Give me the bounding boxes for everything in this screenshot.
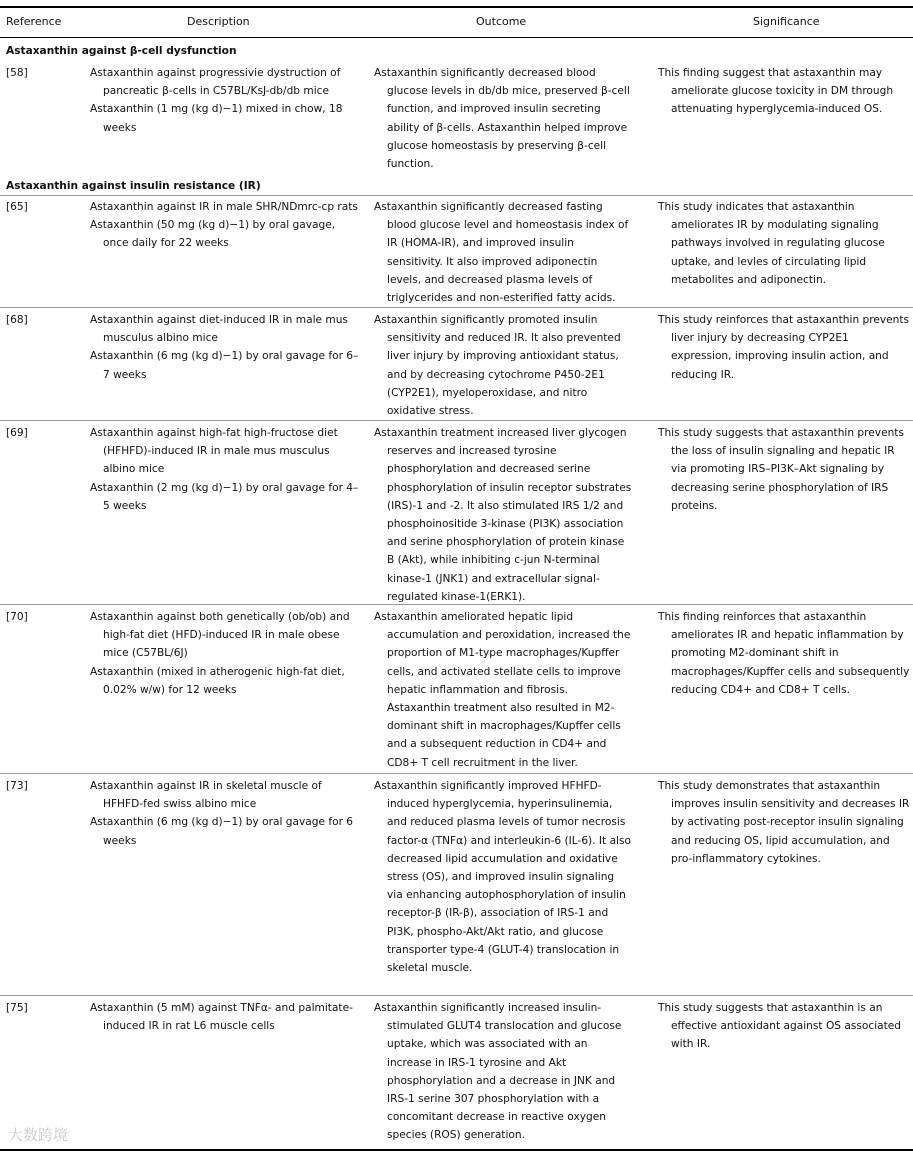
description-line: Astaxanthin against high-fat high-fructose diet (HFHFD)-induced IR in male mus musculus albino mice xyxy=(90,427,338,476)
header-significance: Significance xyxy=(753,15,820,28)
header-description: Description xyxy=(187,15,250,28)
significance-cell xyxy=(658,311,910,384)
header-reference: Reference xyxy=(6,15,62,28)
outcome-text: Astaxanthin treatment increased liver glycogen reserves and increased tyrosine phosphorylation and decreased serine phosphorylation of insulin receptor substrates (IRS)-1 and -2. It also stimulated IRS 1/2 and phosphoinositide 3-kinase (PI3K) association and serine phosphorylation of protein kinase B (Akt), while inhibiting c-jun N-terminal kinase-1 (JNK1) and extracellular signal-regulated kinase-1(ERK1). xyxy=(374,427,632,603)
significance-cell xyxy=(658,64,910,119)
section-title: Astaxanthin against insulin resistance (IR) xyxy=(6,180,261,192)
section-title: Astaxanthin against β-cell dysfunction xyxy=(6,45,237,57)
significance-text: This study suggests that astaxanthin prevents the loss of insulin signaling and hepatic IR via promoting IRS–PI3K–Akt signaling by decreasing serine phosphorylation of IRS proteins. xyxy=(658,427,904,512)
significance-text: This finding suggest that astaxanthin may ameliorate glucose toxicity in DM through attenuating hyperglycemia-induced OS. xyxy=(658,67,894,116)
description-line: Astaxanthin against IR in male SHR/NDmrc-cp rats xyxy=(90,201,358,213)
outcome-text: Astaxanthin significantly improved HFHFD-induced hyperglycemia, hyperinsulinemia, and reduced plasma levels of tumor necrosis factor-α (TNFα) and interleukin-6 (IL-6). It also decreased lipid accumulation and oxidative stress (OS), and improved insulin signaling via enhancing autophosphorylation of insulin receptor-β (IR-β), association of IRS-1 and PI3K, phospho-Akt/Akt ratio, and glucose transporter type-4 (GLUT-4) translocation in skeletal muscle. xyxy=(374,780,632,975)
reference-cell: [73] xyxy=(6,780,28,792)
reference-cell: [68] xyxy=(6,314,28,326)
description-line: Astaxanthin (5 mM) against TNFα- and palmitate-induced IR in rat L6 muscle cells xyxy=(90,1002,353,1033)
significance-text: This study demonstrates that astaxanthin improves insulin sensitivity and decreases IR by activating post-receptor insulin signaling and reducing OS, lipid accumulation, and pro-inflammatory cytokines. xyxy=(658,780,910,865)
row-separator xyxy=(0,307,913,308)
description-line: Astaxanthin (2 mg (kg d)−1) by oral gavage for 4–5 weeks xyxy=(90,481,359,512)
outcome-cell xyxy=(374,608,632,772)
description-line: Astaxanthin (50 mg (kg d)−1) by oral gavage, once daily for 22 weeks xyxy=(90,219,336,250)
row-separator xyxy=(0,604,913,605)
description-cell xyxy=(90,999,362,1035)
description-line: Astaxanthin (1 mg (kg d)−1) mixed in chow, 18 weeks xyxy=(90,103,343,134)
description-line: Astaxanthin (6 mg (kg d)−1) by oral gavage for 6 weeks xyxy=(90,816,354,847)
row-separator xyxy=(0,995,913,996)
outcome-cell xyxy=(374,198,632,307)
description-cell xyxy=(90,64,362,137)
row-separator xyxy=(0,773,913,774)
outcome-text: Astaxanthin significantly decreased blood glucose levels in db/db mice, preserved β-cell function, and improved insulin secreting ability of β-cells. Astaxanthin helped improve glucose homeostasis by preserving β-cell function. xyxy=(374,67,630,171)
table-bottom-rule xyxy=(0,1149,913,1151)
significance-cell xyxy=(658,777,910,868)
reference-cell: [58] xyxy=(6,67,28,79)
reference-cell: [65] xyxy=(6,201,28,213)
outcome-cell xyxy=(374,999,632,1145)
reference-cell: [69] xyxy=(6,427,28,439)
description-line: Astaxanthin against progressivie dystruction of pancreatic β-cells in C57BL/KsJ-db/db mice xyxy=(90,67,341,98)
description-line: Astaxanthin (6 mg (kg d)−1) by oral gavage for 6–7 weeks xyxy=(90,350,359,381)
outcome-cell xyxy=(374,777,632,977)
outcome-text: Astaxanthin significantly decreased fasting blood glucose level and homeostasis index of IR (HOMA-IR), and improved insulin sensitivity. It also improved adiponectin levels, and decreased plasma levels of triglycerides and non-esterified fatty acids. xyxy=(374,201,629,305)
table-top-rule xyxy=(0,6,913,8)
outcome-cell xyxy=(374,64,632,173)
description-line: Astaxanthin (mixed in atherogenic high-fat diet, 0.02% w/w) for 12 weeks xyxy=(90,665,345,696)
significance-text: This study indicates that astaxanthin ameliorates IR by modulating signaling pathways involved in regulating glucose uptake, and levles of circulating lipid metabolites and adiponectin. xyxy=(658,201,885,286)
reference-cell: [75] xyxy=(6,1002,28,1014)
significance-cell xyxy=(658,999,910,1054)
significance-text: This finding reinforces that astaxanthin ameliorates IR and hepatic inflammation by promoting M2-dominant shift in macrophages/Kupffer cells and subsequently reducing CD4+ and CD8+ T cells. xyxy=(658,611,910,696)
watermark-logo: 大数跨境 xyxy=(8,1126,69,1144)
outcome-cell xyxy=(374,311,632,420)
description-line: Astaxanthin against IR in skeletal muscle of HFHFD-fed swiss albino mice xyxy=(90,780,322,811)
description-cell xyxy=(90,198,362,253)
description-cell xyxy=(90,424,362,515)
outcome-cell xyxy=(374,424,632,606)
row-separator xyxy=(0,195,913,196)
significance-cell xyxy=(658,198,910,289)
significance-text: This study reinforces that astaxanthin prevents liver injury by decreasing CYP2E1 expression, improving insulin action, and reducing IR. xyxy=(658,314,910,381)
reference-cell: [70] xyxy=(6,611,28,623)
significance-cell xyxy=(658,608,910,699)
header-rule xyxy=(0,37,913,38)
significance-cell xyxy=(658,424,910,515)
description-cell xyxy=(90,777,362,850)
description-cell xyxy=(90,608,362,699)
description-line: Astaxanthin against diet-induced IR in male mus musculus albino mice xyxy=(90,314,348,345)
significance-text: This study suggests that astaxanthin is an effective antioxidant against OS associated with IR. xyxy=(658,1002,902,1051)
description-line: Astaxanthin against both genetically (ob/ob) and high-fat diet (HFD)-induced IR in male obese mice (C57BL/6J) xyxy=(90,611,350,660)
description-cell xyxy=(90,311,362,384)
outcome-text: Astaxanthin ameliorated hepatic lipid accumulation and peroxidation, increased the proportion of M1-type macrophages/Kupffer cells, and activated stellate cells to improve hepatic inflammation and fibrosis. Astaxanthin treatment also resulted in M2-dominant shift in macrophages/Kupffer cells and a subsequent reduction in CD4+ and CD8+ T cell recruitment in the liver. xyxy=(374,611,631,769)
outcome-text: Astaxanthin significantly promoted insulin sensitivity and reduced IR. It also prevented liver injury by improving antioxidant status, and by decreasing cytochrome P450-2E1 (CYP2E1), myeloperoxidase, and nitro oxidative stress. xyxy=(374,314,621,418)
outcome-text: Astaxanthin significantly increased insulin-stimulated GLUT4 translocation and glucose uptake, which was associated with an increase in IRS-1 tyrosine and Akt phosphorylation and a decrease in JNK and IRS-1 serine 307 phosphorylation with a concomitant decrease in reactive oxygen species (ROS) generation. xyxy=(374,1002,622,1142)
row-separator xyxy=(0,420,913,421)
header-outcome: Outcome xyxy=(476,15,527,28)
